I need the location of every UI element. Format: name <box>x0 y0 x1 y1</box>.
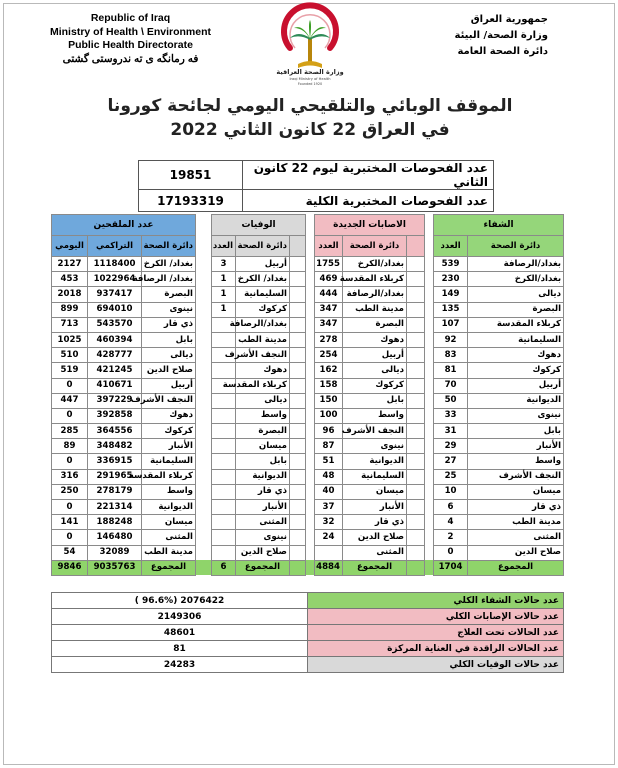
recovered-directorate: نينوى <box>468 408 564 423</box>
recovered-directorate: الديوانية <box>468 393 564 408</box>
deaths-directorate: المثنى <box>236 515 290 530</box>
vaccinated-directorate: السليمانية <box>142 454 196 469</box>
summary-value: 24283 <box>52 657 308 673</box>
recovered-count: 149 <box>434 287 468 302</box>
vaccinated-cumulative: 694010 <box>88 302 142 317</box>
deaths-directorate: دهوك <box>236 363 290 378</box>
deaths-directorate: ميسان <box>236 439 290 454</box>
page-title: الموقف الوبائي والتلقيحي اليومي لجائحة كورونا <box>107 96 513 116</box>
cases-directorate: واسط <box>343 408 407 423</box>
total-label: المجموع <box>236 560 290 575</box>
vaccinated-directorate: مدينة الطب <box>142 545 196 560</box>
deaths-directorate: بغداد/الرصافة <box>236 317 290 332</box>
recovered-count: 6 <box>434 500 468 515</box>
table-row <box>52 287 564 302</box>
vaccinated-cumulative: 146480 <box>88 530 142 545</box>
recovered-count: 83 <box>434 348 468 363</box>
table-row <box>52 408 564 423</box>
cases-directorate: أربيل <box>343 348 407 363</box>
vaccinated-directorate: ذي قار <box>142 317 196 332</box>
group-vaccinated: عدد الملقحين <box>52 215 196 236</box>
recovered-count: 27 <box>434 454 468 469</box>
recovered-count: 92 <box>434 332 468 347</box>
recovered-count: 81 <box>434 363 468 378</box>
vaccinated-daily: 899 <box>52 302 88 317</box>
vaccinated-cumulative: 1022964 <box>88 272 142 287</box>
vaccinated-directorate: ديالى <box>142 348 196 363</box>
recovered-directorate: كركوك <box>468 363 564 378</box>
deaths-count <box>212 515 236 530</box>
deaths-count <box>212 454 236 469</box>
vaccinated-directorate: صلاح الدين <box>142 363 196 378</box>
header-ar-line: جمهورية العراق <box>470 14 548 25</box>
vaccinated-directorate: واسط <box>142 484 196 499</box>
vaccinated-cumulative: 397229 <box>88 393 142 408</box>
recovered-count: 4 <box>434 515 468 530</box>
summary-label: عدد حالات الوفيات الكلي <box>308 657 564 673</box>
vaccinated-daily: 89 <box>52 439 88 454</box>
table-row <box>52 363 564 378</box>
daily-situation-table <box>51 214 564 576</box>
recovered-count: 29 <box>434 439 468 454</box>
cases-count: 1755 <box>315 257 343 272</box>
header-ar-line: وزارة الصحة/ البيئة <box>454 30 548 41</box>
cases-directorate: بغداد/الكرخ <box>343 257 407 272</box>
recovered-directorate: البصرة <box>468 302 564 317</box>
recovered-count: 539 <box>434 257 468 272</box>
vaccinated-directorate: النجف الأشرف <box>142 393 196 408</box>
table-row <box>52 317 564 332</box>
col-count: العدد <box>212 236 236 257</box>
vaccinated-directorate: البصرة <box>142 287 196 302</box>
tests-total-row <box>139 190 494 212</box>
deaths-directorate: النجف الأشرف <box>236 348 290 363</box>
summary-value: ( 96.6%) 2076422 <box>52 593 308 609</box>
recovered-count: 33 <box>434 408 468 423</box>
cases-count: 469 <box>315 272 343 287</box>
col-daily: اليومي <box>52 236 88 257</box>
group-recovered: الشفاء <box>434 215 564 236</box>
cases-count: 37 <box>315 500 343 515</box>
table-row <box>52 484 564 499</box>
vaccinated-directorate: أربيل <box>142 378 196 393</box>
cases-directorate: مدينة الطب <box>343 302 407 317</box>
svg-text:Iraqi Ministry of Health: Iraqi Ministry of Health <box>289 77 331 81</box>
col-count: العدد <box>315 236 343 257</box>
cases-count: 96 <box>315 424 343 439</box>
cases-count: 100 <box>315 408 343 423</box>
group-header-row <box>52 215 564 236</box>
table-row <box>52 332 564 347</box>
total-label: المجموع <box>468 560 564 575</box>
header-ar-line: دائرة الصحة العامة <box>457 46 548 57</box>
cases-directorate: دهوك <box>343 332 407 347</box>
recovered-directorate: واسط <box>468 454 564 469</box>
vaccinated-cumulative-total: 9035763 <box>88 560 142 575</box>
summary-row <box>52 641 564 657</box>
svg-text:وزارة الصحة العراقية: وزارة الصحة العراقية <box>276 68 344 76</box>
cases-directorate: السليمانية <box>343 469 407 484</box>
vaccinated-directorate: بغداد/ الكرخ <box>142 257 196 272</box>
group-deaths: الوفيات <box>212 215 306 236</box>
deaths-directorate: أربيل <box>236 257 290 272</box>
col-directorate: دائرة الصحة <box>236 236 290 257</box>
cases-directorate: كركوك <box>343 378 407 393</box>
cases-count: 87 <box>315 439 343 454</box>
recovered-directorate: بابل <box>468 424 564 439</box>
vaccinated-directorate: كركوك <box>142 424 196 439</box>
deaths-directorate: مدينة الطب <box>236 332 290 347</box>
deaths-directorate: ديالى <box>236 393 290 408</box>
summary-label: عدد الحالات الراقدة في العناية المركزة <box>308 641 564 657</box>
deaths-count <box>212 439 236 454</box>
tests-total-value: 17193319 <box>139 190 243 212</box>
recovered-directorate: ميسان <box>468 484 564 499</box>
vaccinated-cumulative: 364556 <box>88 424 142 439</box>
summary-label: عدد الحالات تحت العلاج <box>308 625 564 641</box>
vaccinated-daily: 54 <box>52 545 88 560</box>
recovered-count: 135 <box>434 302 468 317</box>
cases-directorate: الديوانية <box>343 454 407 469</box>
deaths-count <box>212 332 236 347</box>
lab-tests-table <box>138 160 494 212</box>
summary-value: 48601 <box>52 625 308 641</box>
cases-count: 444 <box>315 287 343 302</box>
recovered-total: 1704 <box>434 560 468 575</box>
recovered-directorate: الأنبار <box>468 439 564 454</box>
cases-directorate: النجف الأشرف <box>343 424 407 439</box>
page-subtitle: في العراق 22 كانون الثاني 2022 <box>170 120 450 140</box>
deaths-directorate: السليمانية <box>236 287 290 302</box>
vaccinated-directorate: الديوانية <box>142 500 196 515</box>
cases-count: 150 <box>315 393 343 408</box>
recovered-directorate: بغداد/الكرخ <box>468 272 564 287</box>
vaccinated-cumulative: 221314 <box>88 500 142 515</box>
deaths-count: 1 <box>212 272 236 287</box>
summary-label: عدد حالات الشفاء الكلي <box>308 593 564 609</box>
header-en-line: Ministry of Health \ Environment <box>49 25 212 38</box>
cases-count: 158 <box>315 378 343 393</box>
cases-count: 32 <box>315 515 343 530</box>
vaccinated-directorate: نينوى <box>142 302 196 317</box>
vaccinated-cumulative: 278179 <box>88 484 142 499</box>
tests-daily-row <box>139 161 494 190</box>
col-directorate: دائرة الصحة <box>343 236 407 257</box>
vaccinated-cumulative: 937417 <box>88 287 142 302</box>
header-english <box>48 12 213 66</box>
table-row <box>52 530 564 545</box>
vaccinated-cumulative: 421245 <box>88 363 142 378</box>
cases-directorate: ذي قار <box>343 515 407 530</box>
summary-value: 81 <box>52 641 308 657</box>
deaths-directorate: كربلاء المقدسة <box>236 378 290 393</box>
table-row <box>52 272 564 287</box>
recovered-count: 2 <box>434 530 468 545</box>
cases-total: 4884 <box>315 560 343 575</box>
table-row <box>52 302 564 317</box>
deaths-count <box>212 424 236 439</box>
recovered-directorate: السليمانية <box>468 332 564 347</box>
table-row <box>52 424 564 439</box>
deaths-count <box>212 530 236 545</box>
recovered-directorate: ديالى <box>468 287 564 302</box>
deaths-count: 1 <box>212 287 236 302</box>
svg-text:Founded 1920: Founded 1920 <box>297 82 323 86</box>
group-new-cases: الاصابات الجديدة <box>315 215 425 236</box>
vaccinated-daily: 0 <box>52 500 88 515</box>
deaths-directorate: نينوى <box>236 530 290 545</box>
vaccinated-daily: 141 <box>52 515 88 530</box>
header-en-line: فه رمانگه ی ته ندروستی گشتی <box>62 52 199 65</box>
recovered-count: 0 <box>434 545 468 560</box>
deaths-count <box>212 484 236 499</box>
cases-directorate: نينوى <box>343 439 407 454</box>
deaths-directorate: ذي قار <box>236 484 290 499</box>
recovered-directorate: دهوك <box>468 348 564 363</box>
summary-label: عدد حالات الإصابات الكلي <box>308 609 564 625</box>
tests-daily-value: 19851 <box>139 161 243 190</box>
cases-count: 51 <box>315 454 343 469</box>
summary-row <box>52 609 564 625</box>
vaccinated-cumulative: 410671 <box>88 378 142 393</box>
recovered-directorate: ذي قار <box>468 500 564 515</box>
vaccinated-cumulative: 291965 <box>88 469 142 484</box>
vaccinated-daily: 1025 <box>52 332 88 347</box>
vaccinated-cumulative: 428777 <box>88 348 142 363</box>
summary-value: 2149306 <box>52 609 308 625</box>
vaccinated-cumulative: 543570 <box>88 317 142 332</box>
recovered-count: 50 <box>434 393 468 408</box>
deaths-count <box>212 545 236 560</box>
header-en-line: Public Health Directorate <box>68 39 193 51</box>
table-row <box>52 378 564 393</box>
vaccinated-daily: 316 <box>52 469 88 484</box>
vaccinated-directorate: بغداد/ الرصافة <box>142 272 196 287</box>
vaccinated-daily: 2018 <box>52 287 88 302</box>
deaths-count <box>212 500 236 515</box>
vaccinated-cumulative: 32089 <box>88 545 142 560</box>
vaccinated-daily: 285 <box>52 424 88 439</box>
col-count: العدد <box>434 236 468 257</box>
recovered-directorate: كربلاء المقدسة <box>468 317 564 332</box>
deaths-directorate: الديوانية <box>236 469 290 484</box>
ministry-logo <box>262 8 358 86</box>
table-row <box>52 454 564 469</box>
vaccinated-cumulative: 188248 <box>88 515 142 530</box>
cases-count: 347 <box>315 317 343 332</box>
vaccinated-daily: 453 <box>52 272 88 287</box>
col-directorate: دائرة الصحة <box>142 236 196 257</box>
total-row <box>52 560 564 575</box>
vaccinated-cumulative: 392858 <box>88 408 142 423</box>
cases-directorate: ميسان <box>343 484 407 499</box>
recovered-directorate: مدينة الطب <box>468 515 564 530</box>
vaccinated-daily: 519 <box>52 363 88 378</box>
cases-directorate: البصرة <box>343 317 407 332</box>
tests-total-label: عدد الفحوصات المختبرية الكلية <box>243 190 494 212</box>
vaccinated-directorate: دهوك <box>142 408 196 423</box>
vaccinated-directorate: المثنى <box>142 530 196 545</box>
cases-directorate: الأنبار <box>343 500 407 515</box>
header-en-line: Republic of Iraq <box>90 12 171 24</box>
deaths-directorate: بغداد/ الكرخ <box>236 272 290 287</box>
cases-count: 347 <box>315 302 343 317</box>
table-row <box>52 393 564 408</box>
vaccinated-directorate: كربلاء المقدسة <box>142 469 196 484</box>
cases-directorate: ديالى <box>343 363 407 378</box>
cases-directorate: صلاح الدين <box>343 530 407 545</box>
vaccinated-daily-total: 9846 <box>52 560 88 575</box>
deaths-directorate: الأنبار <box>236 500 290 515</box>
vaccinated-daily: 713 <box>52 317 88 332</box>
recovered-directorate: أربيل <box>468 378 564 393</box>
deaths-directorate: بابل <box>236 454 290 469</box>
cases-count: 254 <box>315 348 343 363</box>
recovered-count: 107 <box>434 317 468 332</box>
header-arabic <box>455 12 548 60</box>
table-row <box>52 348 564 363</box>
summary-row <box>52 657 564 673</box>
recovered-directorate: النجف الأشرف <box>468 469 564 484</box>
vaccinated-daily: 250 <box>52 484 88 499</box>
recovered-count: 31 <box>434 424 468 439</box>
cases-count: 48 <box>315 469 343 484</box>
table-row <box>52 439 564 454</box>
recovered-count: 70 <box>434 378 468 393</box>
deaths-directorate: كركوك <box>236 302 290 317</box>
deaths-count <box>212 393 236 408</box>
recovered-count: 25 <box>434 469 468 484</box>
vaccinated-daily: 0 <box>52 454 88 469</box>
palm-tree-icon <box>262 8 358 86</box>
vaccinated-daily: 0 <box>52 408 88 423</box>
table-row <box>52 545 564 560</box>
table-row <box>52 469 564 484</box>
deaths-directorate: البصرة <box>236 424 290 439</box>
recovered-directorate: المثنى <box>468 530 564 545</box>
cases-count: 24 <box>315 530 343 545</box>
total-label: المجموع <box>142 560 196 575</box>
recovered-directorate: صلاح الدين <box>468 545 564 560</box>
deaths-directorate: صلاح الدين <box>236 545 290 560</box>
summary-row <box>52 625 564 641</box>
recovered-count: 10 <box>434 484 468 499</box>
vaccinated-cumulative: 336915 <box>88 454 142 469</box>
cases-count: 278 <box>315 332 343 347</box>
cases-count <box>315 545 343 560</box>
deaths-count: 3 <box>212 257 236 272</box>
vaccinated-daily: 447 <box>52 393 88 408</box>
vaccinated-daily: 510 <box>52 348 88 363</box>
table-row <box>52 500 564 515</box>
column-header-row <box>52 236 564 257</box>
tests-daily-label: عدد الفحوصات المختبرية ليوم 22 كانون الثاني <box>243 161 494 190</box>
cases-directorate: المثنى <box>343 545 407 560</box>
vaccinated-daily: 2127 <box>52 257 88 272</box>
vaccinated-directorate: ميسان <box>142 515 196 530</box>
cases-count: 162 <box>315 363 343 378</box>
vaccinated-cumulative: 348482 <box>88 439 142 454</box>
total-label: المجموع <box>343 560 407 575</box>
deaths-count <box>212 408 236 423</box>
cases-count: 40 <box>315 484 343 499</box>
vaccinated-daily: 0 <box>52 530 88 545</box>
vaccinated-directorate: الأنبار <box>142 439 196 454</box>
table-row <box>52 515 564 530</box>
vaccinated-daily: 0 <box>52 378 88 393</box>
summary-row <box>52 593 564 609</box>
deaths-total: 6 <box>212 560 236 575</box>
deaths-count <box>212 363 236 378</box>
vaccinated-directorate: بابل <box>142 332 196 347</box>
recovered-count: 230 <box>434 272 468 287</box>
deaths-count: 1 <box>212 302 236 317</box>
col-cumulative: التراكمي <box>88 236 142 257</box>
national-summary-table <box>51 592 564 673</box>
deaths-directorate: واسط <box>236 408 290 423</box>
col-directorate: دائرة الصحة <box>468 236 564 257</box>
cases-directorate: بابل <box>343 393 407 408</box>
vaccinated-cumulative: 460394 <box>88 332 142 347</box>
cases-directorate: كربلاء المقدسة <box>343 272 407 287</box>
vaccinated-cumulative: 1118400 <box>88 257 142 272</box>
deaths-count <box>212 469 236 484</box>
recovered-directorate: بغداد/الرصافة <box>468 257 564 272</box>
cases-directorate: بغداد/الرصافة <box>343 287 407 302</box>
table-row <box>52 257 564 272</box>
